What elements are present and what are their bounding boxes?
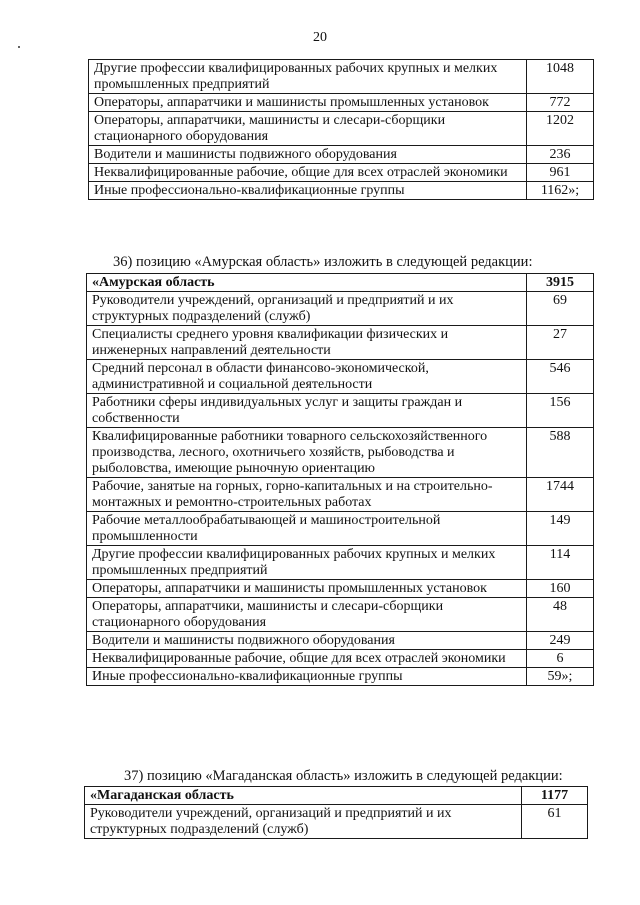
instruction-36: 36) позицию «Амурская область» изложить в следующей редакции: bbox=[113, 254, 533, 270]
table-row bbox=[87, 668, 594, 686]
quota-value: 59»; bbox=[527, 668, 594, 686]
table-magadan bbox=[84, 786, 588, 839]
table-row bbox=[87, 360, 594, 394]
table-row bbox=[89, 164, 594, 182]
quota-value: 249 bbox=[527, 632, 594, 650]
table-row bbox=[89, 112, 594, 146]
quota-value: 61 bbox=[522, 805, 588, 839]
region-name: «Магаданская область bbox=[85, 787, 522, 805]
page-number: 20 bbox=[313, 30, 327, 45]
occupation-group-label: Специалисты среднего уровня квалификации физических и инженерных направлений деятельности bbox=[87, 326, 527, 360]
table-row bbox=[85, 805, 588, 839]
occupation-group-label: Рабочие, занятые на горных, горно-капитальных и на строительно-монтажных и ремонтно-строительных работах bbox=[87, 478, 527, 512]
region-header-row bbox=[87, 274, 594, 292]
quota-value: 772 bbox=[527, 94, 594, 112]
quota-value: 69 bbox=[527, 292, 594, 326]
occupation-group-label: Иные профессионально-квалификационные группы bbox=[89, 182, 527, 200]
occupation-group-label: Операторы, аппаратчики и машинисты промышленных установок bbox=[89, 94, 527, 112]
occupation-group-label: Операторы, аппаратчики, машинисты и слесари-сборщики стационарного оборудования bbox=[87, 598, 527, 632]
occupation-group-label: Иные профессионально-квалификационные группы bbox=[87, 668, 527, 686]
quota-value: 149 bbox=[527, 512, 594, 546]
instruction-37: 37) позицию «Магаданская область» изложить в следующей редакции: bbox=[124, 768, 563, 784]
table-row bbox=[89, 94, 594, 112]
table-row bbox=[87, 512, 594, 546]
table-row bbox=[87, 326, 594, 360]
occupation-group-label: Водители и машинисты подвижного оборудования bbox=[87, 632, 527, 650]
table-row bbox=[89, 60, 594, 94]
occupation-group-label: Другие профессии квалифицированных рабочих крупных и мелких промышленных предприятий bbox=[87, 546, 527, 580]
table-row bbox=[89, 182, 594, 200]
table-amur bbox=[86, 273, 594, 686]
table-row bbox=[87, 632, 594, 650]
occupation-group-label: Работники сферы индивидуальных услуг и защиты граждан и собственности bbox=[87, 394, 527, 428]
occupation-group-label: Неквалифицированные рабочие, общие для всех отраслей экономики bbox=[87, 650, 527, 668]
occupation-group-label: Руководители учреждений, организаций и предприятий и их структурных подразделений (служб) bbox=[87, 292, 527, 326]
region-header-row bbox=[85, 787, 588, 805]
region-total: 1177 bbox=[522, 787, 588, 805]
quota-value: 27 bbox=[527, 326, 594, 360]
table-row bbox=[87, 546, 594, 580]
quota-value: 114 bbox=[527, 546, 594, 580]
quota-value: 546 bbox=[527, 360, 594, 394]
occupation-group-label: Рабочие металлообрабатывающей и машиностроительной промышленности bbox=[87, 512, 527, 546]
table-row bbox=[87, 292, 594, 326]
table-row bbox=[87, 650, 594, 668]
quota-value: 1744 bbox=[527, 478, 594, 512]
quota-value: 961 bbox=[527, 164, 594, 182]
occupation-group-label: Руководители учреждений, организаций и предприятий и их структурных подразделений (служб) bbox=[85, 805, 522, 839]
occupation-group-label: Другие профессии квалифицированных рабочих крупных и мелких промышленных предприятий bbox=[89, 60, 527, 94]
quota-value: 156 bbox=[527, 394, 594, 428]
table-row bbox=[87, 428, 594, 478]
quota-value: 48 bbox=[527, 598, 594, 632]
table-row bbox=[87, 394, 594, 428]
quota-value: 236 bbox=[527, 146, 594, 164]
quota-value: 1202 bbox=[527, 112, 594, 146]
table-row bbox=[87, 598, 594, 632]
table-row bbox=[87, 580, 594, 598]
quota-value: 1048 bbox=[527, 60, 594, 94]
region-total: 3915 bbox=[527, 274, 594, 292]
occupation-group-label: Неквалифицированные рабочие, общие для всех отраслей экономики bbox=[89, 164, 527, 182]
region-name: «Амурская область bbox=[87, 274, 527, 292]
quota-value: 588 bbox=[527, 428, 594, 478]
quota-value: 160 bbox=[527, 580, 594, 598]
quota-value: 1162»; bbox=[527, 182, 594, 200]
margin-dot bbox=[18, 46, 20, 48]
table-continuation bbox=[88, 59, 594, 200]
occupation-group-label: Операторы, аппаратчики, машинисты и слесари-сборщики стационарного оборудования bbox=[89, 112, 527, 146]
occupation-group-label: Квалифицированные работники товарного сельскохозяйственного производства, лесного, охотничьего хозяйств, рыбоводства и рыболовства, имеющие рыночную ориентацию bbox=[87, 428, 527, 478]
occupation-group-label: Операторы, аппаратчики и машинисты промышленных установок bbox=[87, 580, 527, 598]
table-row bbox=[87, 478, 594, 512]
occupation-group-label: Средний персонал в области финансово-экономической, административной и социальной деятельности bbox=[87, 360, 527, 394]
occupation-group-label: Водители и машинисты подвижного оборудования bbox=[89, 146, 527, 164]
quota-value: 6 bbox=[527, 650, 594, 668]
table-row bbox=[89, 146, 594, 164]
